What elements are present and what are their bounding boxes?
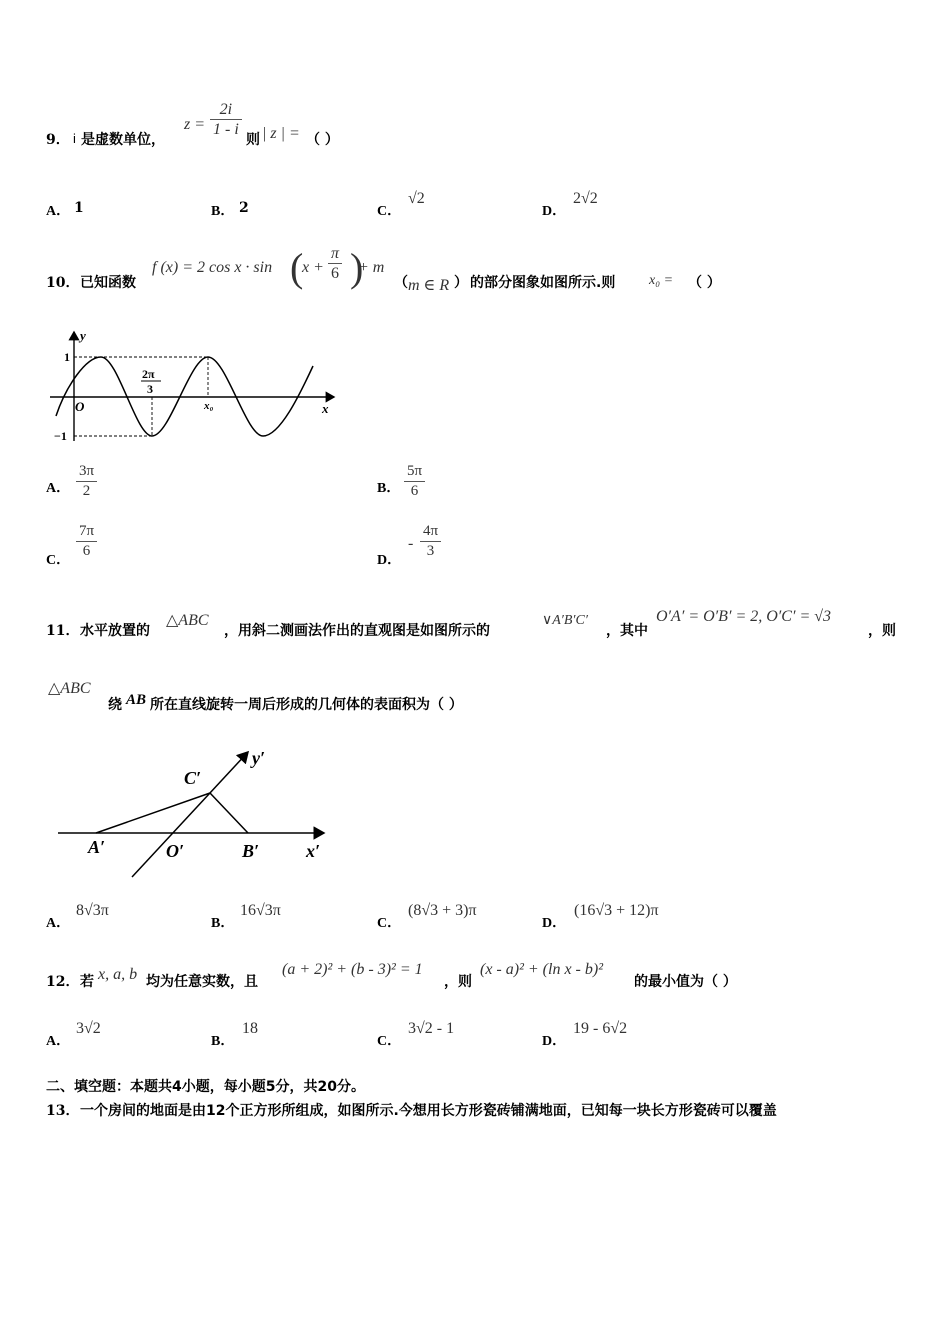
- q10-option-a-label[interactable]: A．: [46, 481, 71, 496]
- q11-cond: O′A′ = O′B′ = 2, O′C′ = √3: [656, 608, 832, 625]
- q11-option-c-label[interactable]: C．: [377, 916, 402, 931]
- q10-option-d-label[interactable]: D．: [377, 553, 402, 568]
- q10-y-label: y: [80, 328, 86, 343]
- q11-text4: ，则: [868, 623, 896, 639]
- q11-tri: △ABC: [166, 612, 209, 629]
- question-12: [46, 958, 926, 994]
- q10-option-d-top: 4π: [420, 522, 441, 542]
- q10-text2: 的部分图象如图所示.则: [470, 275, 616, 291]
- q12-option-a-value: 3√2: [76, 1020, 101, 1037]
- q10-option-b-label[interactable]: B．: [377, 481, 401, 496]
- q10-option-b-bot: 6: [410, 483, 419, 499]
- q10-option-c-bot: 6: [82, 543, 91, 559]
- q11-tri3: △ABC: [48, 680, 91, 697]
- q10-option-a-bot: 2: [82, 483, 91, 499]
- q10-paren: （ ）: [688, 275, 721, 291]
- q10-origin: O: [75, 399, 85, 414]
- question-9: [46, 100, 926, 160]
- q9-paren: （ ）: [306, 132, 339, 148]
- q10-sine-graph: [46, 326, 346, 446]
- q9-option-a-value: 1: [74, 200, 84, 216]
- q10-inner-left: x +: [302, 259, 324, 276]
- q9-option-c-label[interactable]: C．: [377, 204, 402, 219]
- q10-option-b-frac: [404, 462, 425, 501]
- q9-option-b-value: 2: [239, 200, 249, 216]
- q12-option-d-label[interactable]: D．: [542, 1034, 567, 1049]
- q11-text2: ，用斜二测画法作出的直观图是如图所示的: [224, 623, 490, 639]
- q10-x-label: x: [322, 401, 329, 416]
- q11-option-c-value: (8√3 + 3)π: [408, 902, 477, 919]
- q12-number: 12．: [46, 974, 80, 990]
- q9-imaginary-i: i: [73, 131, 76, 146]
- q10-option-c-top: 7π: [76, 522, 97, 542]
- q10-cond-close: ）: [454, 275, 468, 291]
- q12-eq: (a + 2)² + (b - 3)² = 1: [282, 961, 423, 978]
- q10-cond: m ∈ R: [408, 277, 450, 294]
- q10-option-c-frac: [76, 522, 97, 561]
- q11-option-a-label[interactable]: A．: [46, 916, 71, 931]
- q10-option-a-top: 3π: [76, 462, 97, 482]
- q10-number: 10．: [46, 275, 80, 291]
- q9-z-eq: z =: [184, 116, 206, 133]
- section-2-heading: 二、填空题：本题共4小题，每小题5分，共20分。: [46, 1079, 365, 1095]
- q10-option-d-frac: [420, 522, 441, 561]
- q11-side-ac: [96, 793, 210, 833]
- q13-number: 13．: [46, 1103, 80, 1119]
- q11-label-y: y′: [252, 748, 266, 768]
- q11-side-cb: [210, 793, 248, 833]
- q10-options: [46, 460, 926, 580]
- q9-frac-top: 2i: [210, 100, 242, 120]
- q11-text6: 所在直线旋转一周后形成的几何体的表面积为（ ）: [150, 697, 463, 713]
- q11-label-b: B′: [242, 841, 260, 861]
- q11-option-a-value: 8√3π: [76, 902, 109, 919]
- q10-option-a-frac: [76, 462, 97, 501]
- q10-pi-bot: 6: [331, 265, 339, 282]
- q10-option-c-label[interactable]: C．: [46, 553, 71, 568]
- question-11: [46, 606, 926, 716]
- q11-tri2: ∨A′B′C′: [542, 613, 588, 628]
- q11-text1: 水平放置的: [80, 623, 150, 639]
- q10-minus-one: −1: [54, 429, 67, 443]
- q10-tick-bot: 3: [147, 382, 153, 396]
- q12-text4: 的最小值为（ ）: [634, 974, 737, 990]
- q9-options: [46, 188, 926, 218]
- q11-options: [46, 900, 926, 930]
- q9-option-d-label[interactable]: D．: [542, 204, 567, 219]
- q9-option-c-value: √2: [408, 190, 425, 207]
- q9-option-d-value: 2√2: [573, 190, 598, 207]
- q10-x0-label: x₀: [204, 400, 214, 412]
- q11-text3: ，其中: [606, 623, 648, 639]
- q12-text3: ，则: [444, 974, 472, 990]
- q10-paren-left: (: [290, 245, 304, 290]
- q9-frac-bot: 1 - i: [213, 121, 239, 138]
- q9-then: 则: [246, 132, 260, 148]
- q12-vars: x, a, b: [98, 966, 138, 983]
- q10-text1: 已知函数: [80, 275, 136, 291]
- q12-text1: 若: [80, 974, 94, 990]
- q11-ab: AB: [126, 692, 147, 708]
- q10-cond-open: （: [394, 275, 408, 291]
- q10-x0: x₀ =: [649, 273, 674, 288]
- q9-abs-z: | z | =: [262, 125, 300, 142]
- q10-paren-right: ): [350, 245, 364, 290]
- question-13: [46, 1100, 926, 1122]
- q13-text: 一个房间的地面是由12个正方形所组成，如图所示.今想用长方形瓷砖铺满地面，已知每一块长方形瓷砖可以覆盖: [80, 1103, 777, 1119]
- q10-plus-m: + m: [358, 259, 385, 276]
- q10-option-d-bot: 3: [426, 543, 435, 559]
- q10-pi-top: π: [328, 244, 342, 264]
- q9-fraction: [210, 100, 242, 139]
- q12-option-b-label[interactable]: B．: [211, 1034, 235, 1049]
- q12-option-d-value: 19 - 6√2: [573, 1020, 628, 1037]
- q12-option-c-label[interactable]: C．: [377, 1034, 402, 1049]
- q11-option-b-value: 16√3π: [240, 902, 281, 919]
- q10-one: 1: [64, 350, 70, 364]
- q12-expr: (x - a)² + (ln x - b)²: [480, 961, 604, 978]
- q11-option-d-label[interactable]: D．: [542, 916, 567, 931]
- q11-text5: 绕: [108, 697, 122, 713]
- q10-option-d-sign: -: [408, 535, 414, 552]
- q9-option-a-label[interactable]: A．: [46, 204, 71, 219]
- q9-text: 是虚数单位，: [81, 132, 165, 148]
- q10-pi-frac: [328, 244, 342, 283]
- q9-option-b-label[interactable]: B．: [211, 204, 235, 219]
- q11-label-x: x′: [306, 841, 321, 861]
- q12-option-a-label[interactable]: A．: [46, 1034, 71, 1049]
- q10-func: f (x) = 2 cos x · sin: [152, 259, 273, 276]
- q12-text2: 均为任意实数，且: [146, 974, 258, 990]
- q12-option-b-value: 18: [242, 1020, 258, 1037]
- q11-label-o: O′: [166, 841, 185, 861]
- q10-tick-top: 2π: [142, 367, 155, 381]
- q11-label-a: A′: [88, 837, 106, 857]
- q10-option-b-top: 5π: [404, 462, 425, 482]
- q11-option-b-label[interactable]: B．: [211, 916, 235, 931]
- q12-option-c-value: 3√2 - 1: [408, 1020, 455, 1037]
- q11-number: 11．: [46, 623, 80, 639]
- q12-options: [46, 1018, 926, 1048]
- question-10: [46, 242, 926, 302]
- q11-figure: [54, 740, 344, 880]
- q11-label-c: C′: [184, 768, 202, 788]
- q11-option-d-value: (16√3 + 12)π: [574, 902, 659, 919]
- q9-number: 9．: [46, 132, 70, 148]
